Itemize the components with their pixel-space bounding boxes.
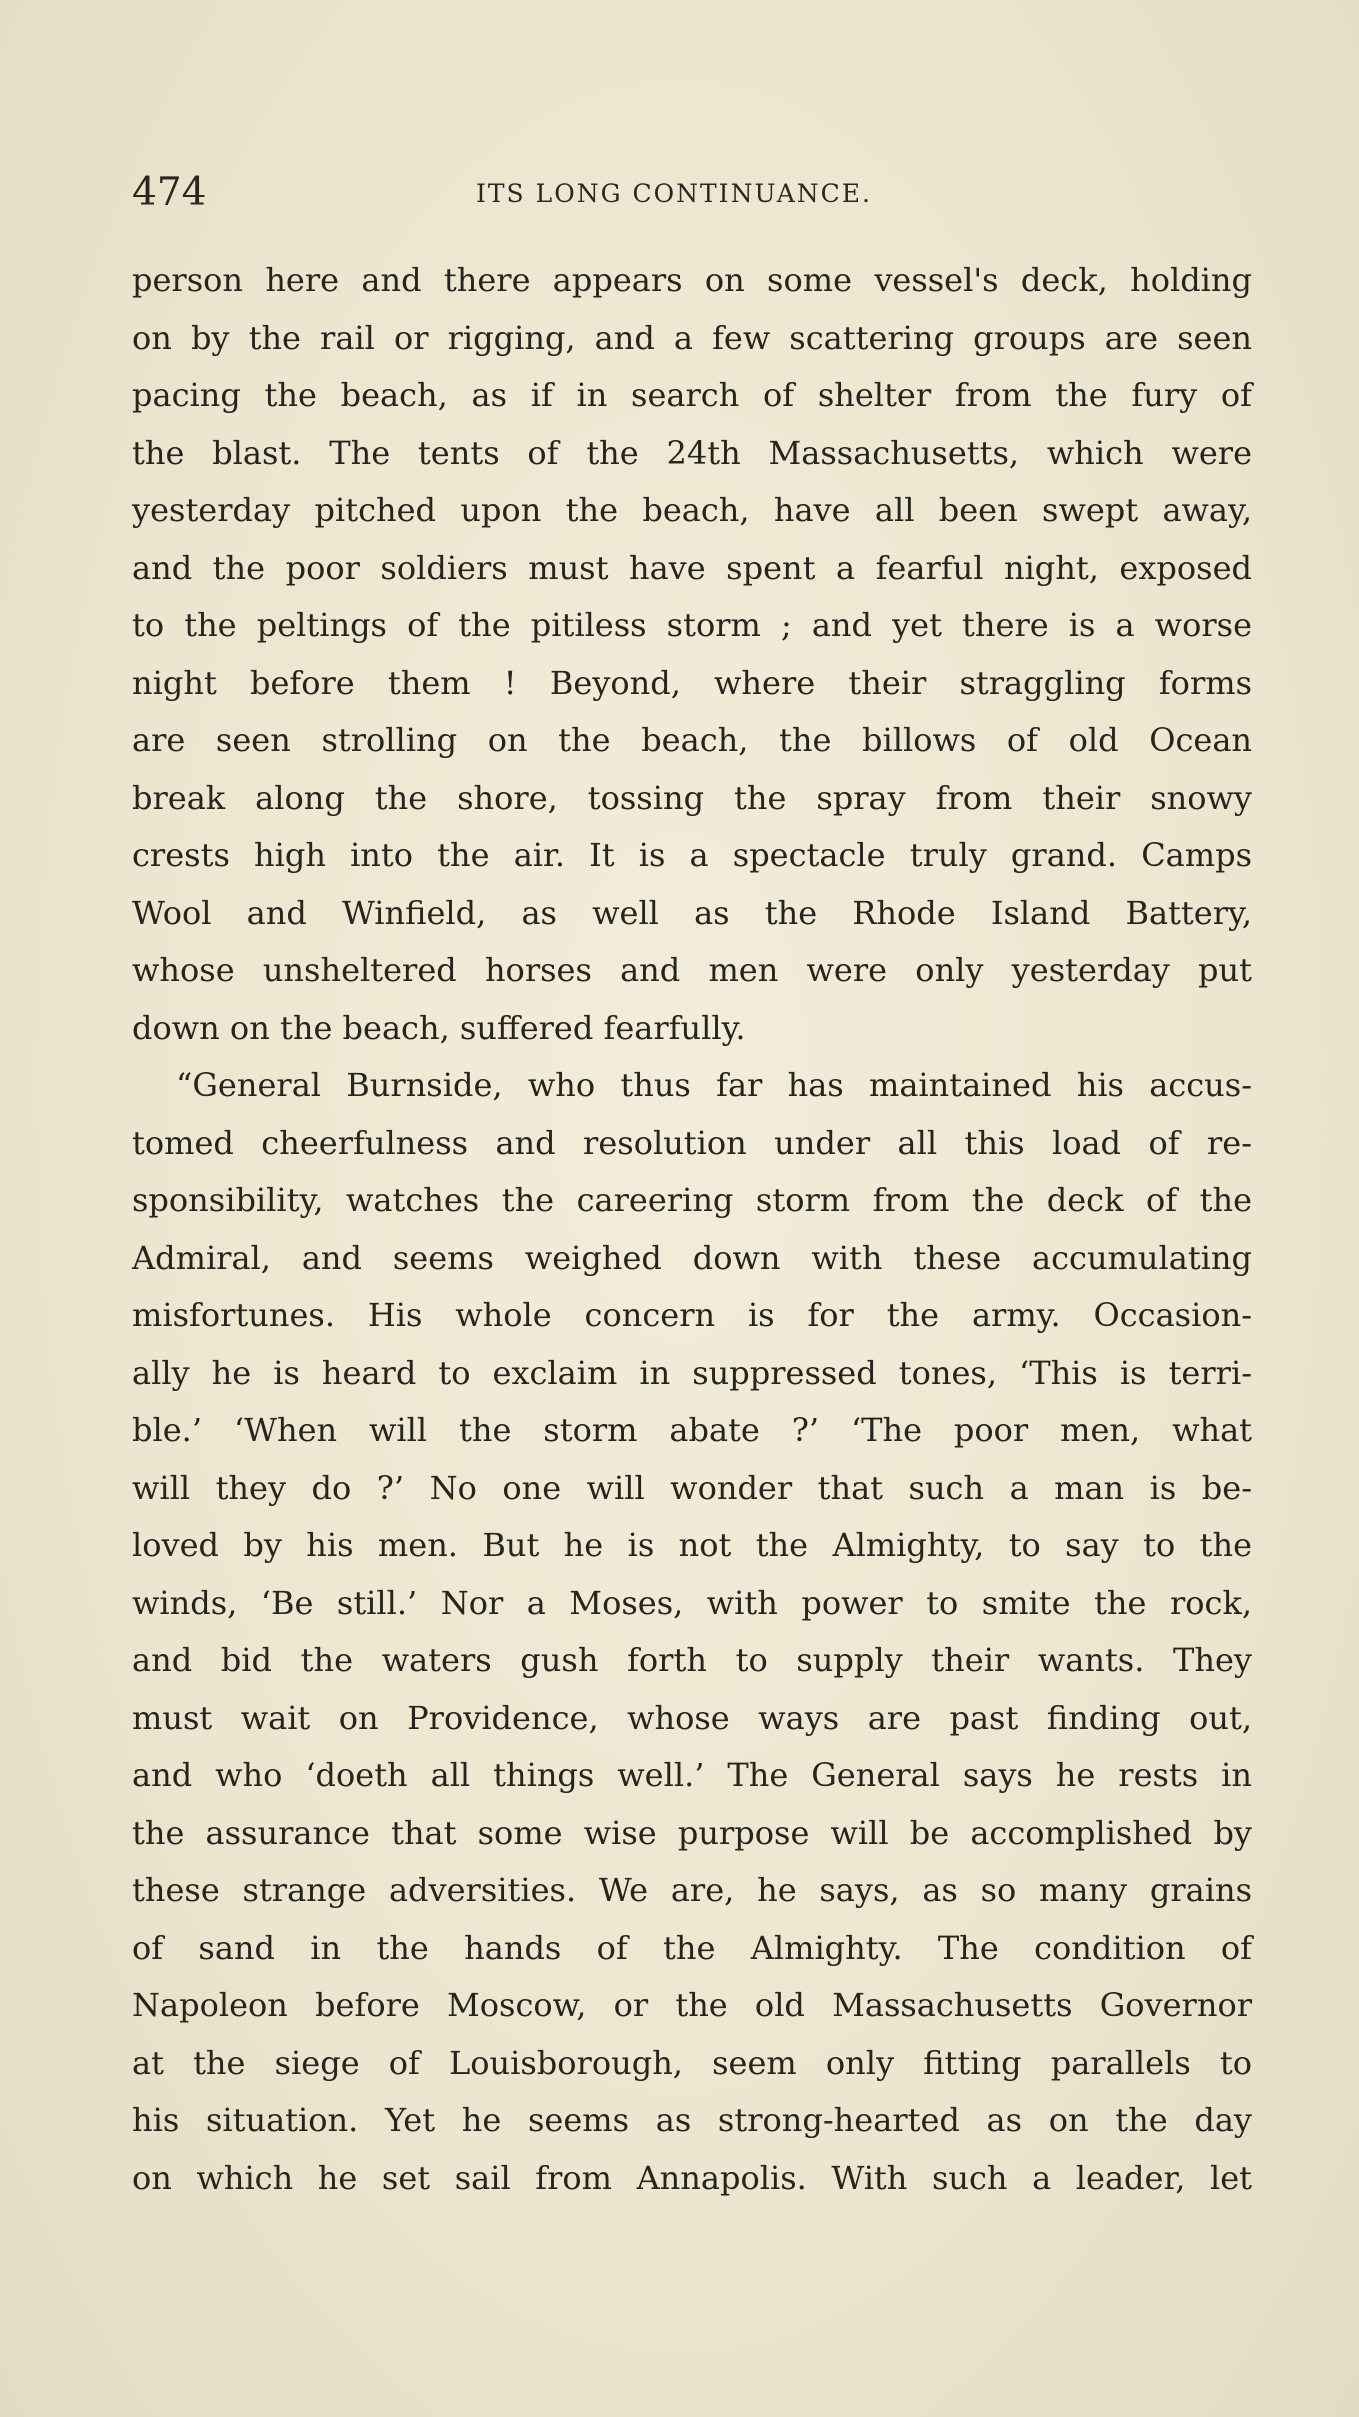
text-line: tomed cheerfulness and resolution under all this load of re- <box>132 1123 1252 1162</box>
text-line: Wool and Winfield, as well as the Rhode Island Battery, <box>132 893 1252 932</box>
text-line: down on the beach, suffered fearfully. <box>132 1008 746 1047</box>
text-line: winds, ‘Be still.’ Nor a Moses, with power to smite the rock, <box>132 1583 1252 1622</box>
text-line: Napoleon before Moscow, or the old Massachusetts Governor <box>132 1986 1252 2024</box>
text-line: Admiral, and seems weighed down with these accumulating <box>132 1238 1252 1277</box>
text-line: ally he is heard to exclaim in suppressed tones, ‘This is terri- <box>132 1353 1252 1392</box>
text-line: these strange adversities. We are, he says, as so many grains <box>132 1871 1252 1909</box>
running-title: ITS LONG CONTINUANCE. <box>476 179 872 208</box>
text-line: and who ‘doeth all things well.’ The General says he rests in <box>132 1756 1252 1794</box>
running-head <box>132 168 1258 218</box>
text-line: his situation. Yet he seems as strong-hearted as on the day <box>132 2101 1252 2139</box>
text-line: the assurance that some wise purpose will be accomplished by <box>132 1813 1252 1852</box>
text-line: the blast. The tents of the 24th Massachusetts, which were <box>132 433 1252 472</box>
page-number: 474 <box>132 170 207 215</box>
text-line: on by the rail or rigging, and a few scattering groups are seen <box>132 318 1252 357</box>
text-line: will they do ?’ No one will wonder that such a man is be- <box>132 1468 1252 1507</box>
text-line: and bid the waters gush forth to supply their wants. They <box>132 1641 1252 1679</box>
text-line: crests high into the air. It is a spectacle truly grand. Camps <box>132 836 1252 874</box>
text-line: and the poor soldiers must have spent a fearful night, exposed <box>132 548 1252 587</box>
text-line: ble.’ ‘When will the storm abate ?’ ‘The poor men, what <box>132 1411 1252 1449</box>
text-line: of sand in the hands of the Almighty. The condition of <box>132 1928 1252 1967</box>
text-line: whose unsheltered horses and men were only yesterday put <box>132 951 1252 989</box>
text-line: loved by his men. But he is not the Almighty, to say to the <box>132 1526 1252 1564</box>
text-line: pacing the beach, as if in search of shelter from the fury of <box>132 376 1252 414</box>
text-line: at the siege of Louisborough, seem only fitting parallels to <box>132 2043 1252 2082</box>
text-line: break along the shore, tossing the spray from their snowy <box>132 778 1252 817</box>
text-line: misfortunes. His whole concern is for the army. Occasion- <box>132 1296 1252 1334</box>
text-line: on which he set sail from Annapolis. With such a leader, let <box>132 2158 1252 2197</box>
text-line: night before them ! Beyond, where their straggling forms <box>132 663 1252 702</box>
text-line: must wait on Providence, whose ways are past finding out, <box>132 1698 1252 1737</box>
text-line: to the peltings of the pitiless storm ; and yet there is a worse <box>132 606 1252 644</box>
text-line: are seen strolling on the beach, the billows of old Ocean <box>132 721 1252 759</box>
body-text <box>132 252 1252 2207</box>
text-line: person here and there appears on some vessel's deck, holding <box>132 261 1252 299</box>
text-line: yesterday pitched upon the beach, have all been swept away, <box>132 491 1252 529</box>
text-line: sponsibility, watches the careering storm from the deck of the <box>132 1181 1252 1219</box>
text-line: “General Burnside, who thus far has maintained his accus- <box>176 1066 1252 1104</box>
